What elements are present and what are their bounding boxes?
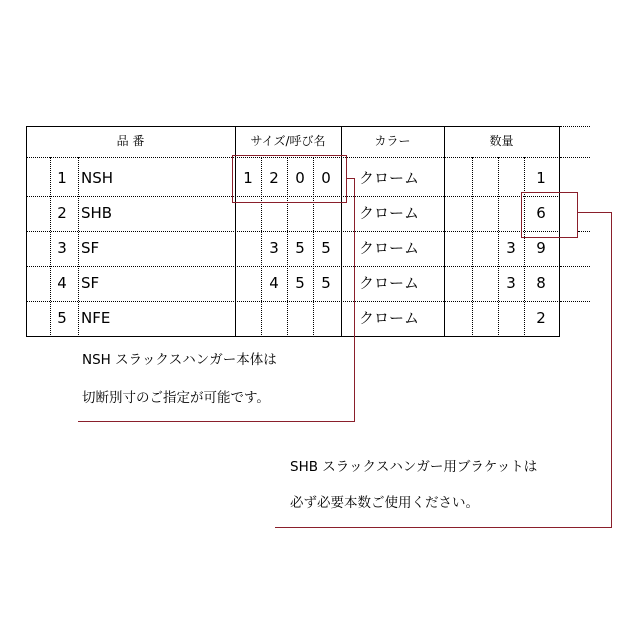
quantity-digit: 3 (506, 274, 516, 292)
quantity-digit (472, 231, 498, 266)
product-code: NSH (81, 169, 114, 187)
size-digit: 4 (269, 274, 279, 292)
product-code: SHB (81, 204, 113, 222)
table-extension-line (578, 231, 590, 232)
table-left-border (26, 126, 27, 337)
table-extension-line (560, 266, 590, 267)
quantity-digit: 8 (536, 274, 546, 292)
size-digit: 5 (295, 239, 305, 257)
size-digit: 5 (321, 239, 331, 257)
shb-note (290, 452, 537, 518)
nsh-leader-line (346, 178, 354, 179)
size-digit: 0 (295, 169, 305, 187)
row-number: 4 (57, 274, 67, 292)
quantity-digit: 3 (506, 239, 516, 257)
header-product-number: 品 番 (116, 134, 145, 148)
shb-note-line: SHB スラックスハンガー用ブラケットは (290, 459, 538, 475)
size-digit (235, 231, 261, 266)
quantity-digit (498, 161, 524, 196)
row-number: 1 (57, 169, 67, 187)
quantity-digit (498, 301, 524, 336)
quantity-digit: 6 (536, 204, 546, 222)
table-extension-line (560, 157, 590, 158)
header-quantity: 数量 (489, 134, 514, 148)
size-digit (235, 301, 261, 336)
nsh-note-underline (78, 421, 355, 422)
size-digit: 1 (243, 169, 253, 187)
quantity-digit (472, 301, 498, 336)
quantity-digit: 2 (536, 309, 546, 327)
shb-leader-line (577, 212, 611, 213)
table-extension-line (560, 126, 590, 127)
size-digit (235, 266, 261, 301)
size-digit (313, 301, 339, 336)
nsh-note-line: 切断別寸のご指定が可能です。 (82, 390, 270, 406)
quantity-digit: 9 (536, 239, 546, 257)
color-value: クローム (359, 169, 420, 187)
quantity-highlight-box (521, 192, 578, 238)
size-digit: 5 (295, 274, 305, 292)
product-code: SF (81, 239, 100, 257)
table-extension-line (560, 301, 590, 302)
size-digit: 5 (321, 274, 331, 292)
color-value: クローム (359, 309, 420, 327)
size-digit (287, 301, 313, 336)
size-digit: 3 (269, 239, 279, 257)
row-number: 3 (57, 239, 67, 257)
size-digit (261, 301, 287, 336)
quantity-digit (472, 161, 498, 196)
column-divider (78, 157, 79, 337)
quantity-digit (472, 266, 498, 301)
shb-note-underline (275, 527, 612, 528)
column-divider (524, 157, 525, 337)
row-number: 2 (57, 204, 67, 222)
nsh-note-line: NSH スラックスハンガー本体は (82, 352, 277, 368)
quantity-digit: 1 (536, 169, 546, 187)
row-number: 5 (57, 309, 67, 327)
shb-note-line: 必ず必要本数ご使用ください。 (290, 495, 479, 511)
size-highlight-box (232, 155, 347, 203)
header-size-name: サイズ/呼び名 (250, 134, 326, 148)
table-bottom-border (26, 336, 560, 337)
color-value: クローム (359, 274, 420, 292)
color-value: クローム (359, 239, 420, 257)
nsh-leader-line (354, 178, 355, 422)
header-color: カラー (374, 134, 411, 148)
quantity-digit (472, 196, 498, 231)
nsh-note (82, 345, 277, 413)
size-digit: 0 (321, 169, 331, 187)
product-code: NFE (81, 309, 111, 327)
product-code: SF (81, 274, 100, 292)
shb-leader-line (611, 212, 612, 528)
color-value: クローム (359, 204, 420, 222)
size-digit: 2 (269, 169, 279, 187)
